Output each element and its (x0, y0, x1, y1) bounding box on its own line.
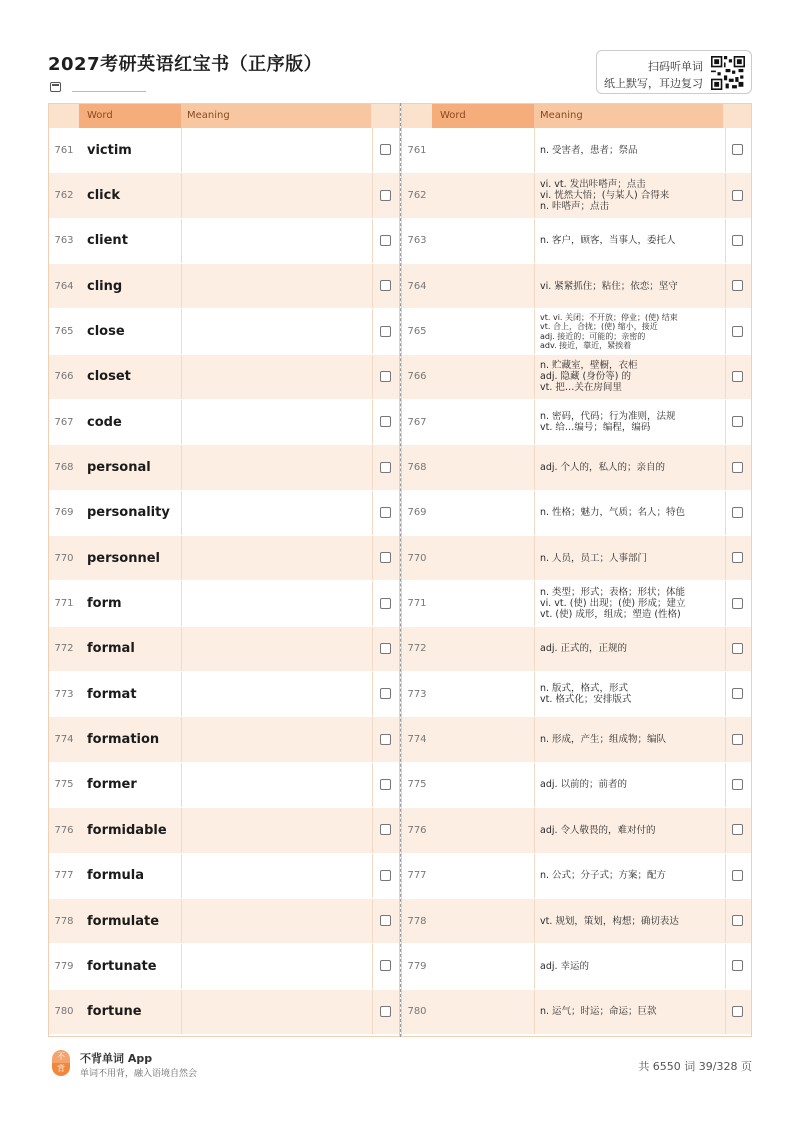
table-row (402, 445, 751, 490)
table-header (402, 104, 751, 128)
word-text: formulate (87, 913, 160, 929)
word-text: former (87, 777, 137, 793)
table-row (402, 264, 751, 309)
row-number: 779 (407, 960, 427, 972)
table-row (402, 808, 751, 853)
row-number: 766 (54, 371, 74, 383)
table-row (402, 400, 751, 445)
meaning-blank (181, 219, 373, 263)
word-text: closet (87, 369, 131, 385)
checkbox-icon[interactable] (380, 280, 391, 291)
meaning-blank (181, 717, 373, 761)
app-name: 不背单词 App (80, 1052, 153, 1065)
meaning-blank (181, 445, 373, 489)
table-row (49, 400, 399, 445)
row-number: 771 (407, 598, 427, 610)
meaning-text: n. 受害者，患者；祭品 (540, 144, 638, 156)
meaning-text: n. 性格；魅力，气质；名人；特色 (540, 507, 686, 519)
table-row (49, 672, 399, 717)
meaning-blank (181, 491, 373, 535)
word-text: close (87, 324, 125, 340)
row-number: 774 (54, 734, 74, 746)
checkbox-icon[interactable] (732, 507, 743, 518)
checkbox-icon[interactable] (732, 915, 743, 926)
checkbox-icon[interactable] (380, 688, 391, 699)
meaning-list (402, 128, 751, 1035)
row-number: 762 (407, 190, 427, 202)
row-number: 775 (54, 779, 74, 791)
checkbox-icon[interactable] (732, 326, 743, 337)
checkbox-icon[interactable] (380, 870, 391, 881)
row-number: 770 (407, 552, 427, 564)
meaning-text: vi. 紧紧抓住；粘住；依恋；坚守 (540, 280, 678, 292)
row-number: 764 (407, 280, 427, 292)
meaning-text: n. 形成，产生；组成物；编队 (540, 734, 667, 746)
table-row (49, 536, 399, 581)
meaning-blank (181, 808, 373, 852)
meaning-text: n. 人员，员工；人事部门 (540, 552, 648, 564)
table-row (49, 808, 399, 853)
row-number: 772 (54, 643, 74, 655)
row-number: 773 (54, 688, 74, 700)
row-number: 769 (54, 507, 74, 519)
table-row (402, 627, 751, 672)
header-word: Word (79, 104, 181, 128)
word-text: personality (87, 505, 170, 521)
meaning-blank (181, 944, 373, 988)
row-number: 766 (407, 371, 427, 383)
qr-caption-line2: 纸上默写，耳边复习 (604, 77, 703, 90)
checkbox-icon[interactable] (732, 552, 743, 563)
table-row (49, 173, 399, 218)
word-column-panel (48, 103, 400, 1037)
checkbox-icon[interactable] (732, 734, 743, 745)
app-logo-icon: 不 背 (50, 1050, 72, 1076)
row-number: 770 (54, 552, 74, 564)
table-row (49, 445, 399, 490)
row-number: 777 (54, 870, 74, 882)
table-row (402, 128, 751, 173)
table-row (402, 763, 751, 808)
checkbox-icon[interactable] (732, 643, 743, 654)
table-row (402, 581, 751, 626)
row-number: 775 (407, 779, 427, 791)
checkbox-icon[interactable] (732, 416, 743, 427)
word-text: client (87, 233, 128, 249)
calendar-icon (50, 82, 61, 92)
table-row (402, 899, 751, 944)
table-row (49, 581, 399, 626)
checkbox-icon[interactable] (380, 552, 391, 563)
meaning-blank (181, 128, 373, 172)
checkbox-icon[interactable] (732, 371, 743, 382)
row-number: 778 (54, 915, 74, 927)
checkbox-icon[interactable] (732, 190, 743, 201)
word-text: cling (87, 278, 123, 294)
checkbox-icon[interactable] (380, 824, 391, 835)
meaning-blank (181, 990, 373, 1034)
word-text: form (87, 596, 122, 612)
word-text: fortune (87, 1004, 142, 1020)
checkbox-icon[interactable] (380, 960, 391, 971)
table-row (49, 264, 399, 309)
table-row (49, 854, 399, 899)
meaning-blank (181, 854, 373, 898)
row-number: 772 (407, 643, 427, 655)
row-number: 763 (407, 235, 427, 247)
row-number: 768 (54, 462, 74, 474)
row-number: 763 (54, 235, 74, 247)
word-list (49, 128, 399, 1035)
table-row (49, 627, 399, 672)
row-number: 764 (54, 280, 74, 292)
table-row (49, 990, 399, 1035)
word-text: code (87, 414, 122, 430)
checkbox-icon[interactable] (732, 598, 743, 609)
meaning-blank (181, 763, 373, 807)
row-number: 769 (407, 507, 427, 519)
meaning-blank (181, 627, 373, 671)
table-row (402, 491, 751, 536)
meaning-blank (181, 400, 373, 444)
app-slogan: 单词不用背，融入语境自然会 (80, 1069, 198, 1079)
checkbox-icon[interactable] (732, 870, 743, 881)
meaning-blank (181, 355, 373, 399)
meaning-text: n. 类型；形式；表格；形状；体能 vi. vt. (使) 出现；(使) 形成；建立 vt. (使) 成形，组成；塑造 (性格) (540, 587, 686, 621)
meaning-text: adj. 正式的，正规的 (540, 643, 628, 655)
word-text: formidable (87, 822, 167, 838)
row-number: 765 (54, 326, 74, 338)
checkbox-icon[interactable] (380, 507, 391, 518)
row-number: 780 (54, 1006, 74, 1018)
meaning-text: n. 客户，顾客，当事人，委托人 (540, 235, 676, 247)
row-number: 767 (407, 416, 427, 428)
word-text: formation (87, 732, 160, 748)
header-word: Word (432, 104, 534, 128)
row-number: 761 (54, 144, 74, 156)
table-row (402, 854, 751, 899)
table-header (49, 104, 399, 128)
meaning-text: vi. vt. 发出咔嗒声；点击 vi. 恍然大悟；(与某人) 合得来 n. 咔嗒声；点击 (540, 179, 670, 213)
row-number: 762 (54, 190, 74, 202)
checkbox-icon[interactable] (380, 598, 391, 609)
word-text: personnel (87, 550, 160, 566)
table-row (49, 899, 399, 944)
table-row (402, 219, 751, 264)
meaning-blank (181, 264, 373, 308)
table-row (49, 944, 399, 989)
checkbox-icon[interactable] (380, 734, 391, 745)
word-text: fortunate (87, 958, 157, 974)
table-row (402, 536, 751, 581)
table-row (402, 672, 751, 717)
checkbox-icon[interactable] (732, 688, 743, 699)
meaning-blank (181, 672, 373, 716)
meaning-blank (181, 899, 373, 943)
row-number: 765 (407, 326, 427, 338)
table-row (49, 491, 399, 536)
row-number: 778 (407, 915, 427, 927)
date-underline (72, 91, 146, 92)
checkbox-icon[interactable] (380, 1006, 391, 1017)
header-meaning: Meaning (181, 104, 373, 128)
row-number: 776 (54, 824, 74, 836)
meaning-blank (181, 173, 373, 217)
meaning-column-panel (401, 103, 752, 1037)
meaning-text: n. 密码，代码；行为准则，法规 vt. 给…编号；编程，编码 (540, 411, 676, 434)
meaning-text: n. 运气；时运；命运；巨款 (540, 1006, 657, 1018)
table-row (49, 717, 399, 762)
qr-promo-box (596, 50, 752, 94)
row-number: 773 (407, 688, 427, 700)
checkbox-icon[interactable] (380, 416, 391, 427)
word-text: format (87, 686, 137, 702)
checkbox-icon[interactable] (732, 235, 743, 246)
table-row (402, 944, 751, 989)
word-text: personal (87, 460, 151, 476)
meaning-text: vt. vi. 关闭；不开放；停业；(使) 结束 vt. 合上，合拢；(使) 缩小，接近 adj. 接近的；可能的；亲密的 adv. 接近，靠近，紧挨着 (540, 312, 678, 351)
checkbox-icon[interactable] (380, 462, 391, 473)
row-number: 779 (54, 960, 74, 972)
table-row (402, 990, 751, 1035)
page-count: 共 6550 词 39/328 页 (638, 1060, 752, 1073)
meaning-blank (181, 309, 373, 353)
checkbox-icon[interactable] (732, 144, 743, 155)
row-number: 776 (407, 824, 427, 836)
checkbox-icon[interactable] (380, 779, 391, 790)
meaning-text: n. 贮藏室，壁橱，衣柜 adj. 隐藏 (身份等) 的 vt. 把…关在房间里 (540, 360, 638, 394)
meaning-blank (181, 581, 373, 625)
header-meaning: Meaning (534, 104, 726, 128)
meaning-text: adj. 幸运的 (540, 960, 590, 972)
meaning-text: n. 公式；分子式；方案；配方 (540, 870, 667, 882)
row-number: 780 (407, 1006, 427, 1018)
checkbox-icon[interactable] (732, 779, 743, 790)
table-row (49, 128, 399, 173)
row-number: 774 (407, 734, 427, 746)
checkbox-icon[interactable] (380, 144, 391, 155)
table-row (49, 219, 399, 264)
meaning-text: n. 版式，格式，形式 vt. 格式化；安排版式 (540, 683, 632, 706)
meaning-text: vt. 规划，策划，构想；确切表达 (540, 915, 679, 927)
meaning-blank (181, 536, 373, 580)
row-number: 761 (407, 144, 427, 156)
row-number: 767 (54, 416, 74, 428)
checkbox-icon[interactable] (732, 462, 743, 473)
checkbox-icon[interactable] (380, 643, 391, 654)
table-row (402, 309, 751, 354)
table-row (402, 717, 751, 762)
qr-code-icon (711, 56, 745, 90)
checkbox-icon[interactable] (380, 235, 391, 246)
table-row (402, 173, 751, 218)
word-text: formal (87, 641, 135, 657)
checkbox-icon[interactable] (380, 371, 391, 382)
table-row (402, 355, 751, 400)
row-number: 771 (54, 598, 74, 610)
meaning-text: adj. 令人敬畏的，难对付的 (540, 824, 656, 836)
meaning-text: adj. 个人的，私人的；亲自的 (540, 462, 666, 474)
meaning-text: adj. 以前的；前者的 (540, 779, 628, 791)
word-text: victim (87, 142, 132, 158)
date-field (50, 80, 150, 94)
checkbox-icon[interactable] (732, 960, 743, 971)
checkbox-icon[interactable] (732, 824, 743, 835)
table-row (49, 309, 399, 354)
table-row (49, 355, 399, 400)
qr-caption-line1: 扫码听单词 (648, 60, 703, 73)
row-number: 768 (407, 462, 427, 474)
page-title: 2027考研英语红宝书（正序版） (48, 54, 323, 75)
checkbox-icon[interactable] (732, 280, 743, 291)
checkbox-icon[interactable] (732, 1006, 743, 1017)
checkbox-icon[interactable] (380, 326, 391, 337)
word-text: formula (87, 868, 145, 884)
checkbox-icon[interactable] (380, 915, 391, 926)
word-text: click (87, 188, 120, 204)
row-number: 777 (407, 870, 427, 882)
checkbox-icon[interactable] (380, 190, 391, 201)
table-row (49, 763, 399, 808)
